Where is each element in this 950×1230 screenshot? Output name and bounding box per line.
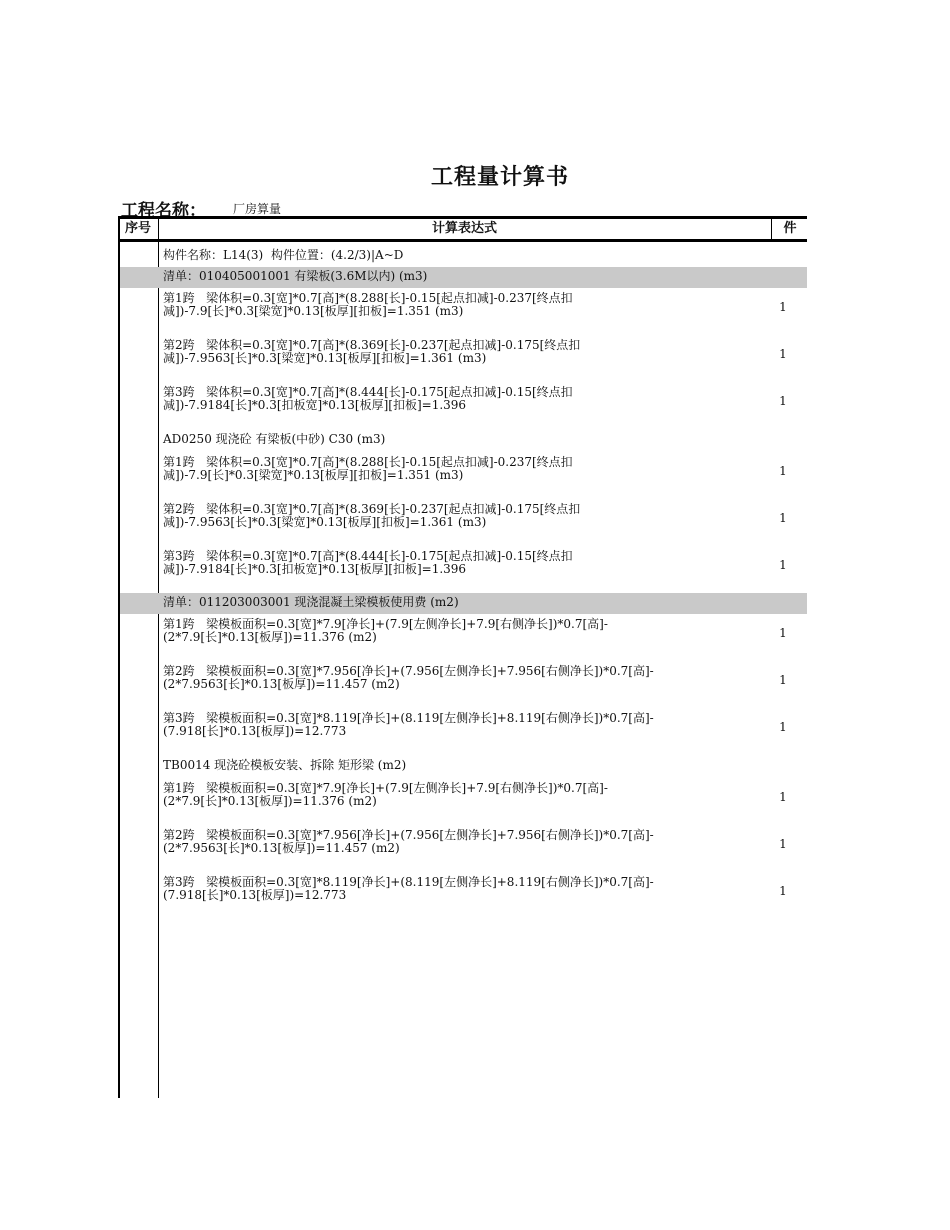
row-count: 1 [779,558,787,572]
table-row [120,593,807,614]
row-count: 1 [779,790,787,804]
table-row [118,499,807,546]
row-expression: 构件名称：L14(3) 构件位置：(4.2/3)|A~D [163,248,404,262]
row-expression: 第1跨 梁体积=0.3[宽]*0.7[高]*(8.288[长]-0.15[起点扣减]-0.237[终点扣 减])-7.9[长]*0.3[梁宽]*0.13[板厚][扣板]=1.351 (m3) [163,455,573,482]
row-count: 1 [779,884,787,898]
row-count: 1 [779,464,787,478]
row-expression: 第3跨 梁体积=0.3[宽]*0.7[高]*(8.444[长]-0.175[起点扣减]-0.15[终点扣 减])-7.9184[长]*0.3[扣板宽]*0.13[板厚][扣板]=1.396 [163,549,573,576]
table-row [118,825,807,872]
table-row [118,245,807,267]
row-expression: 第2跨 梁体积=0.3[宽]*0.7[高]*(8.369[长]-0.237[起点扣减]-0.175[终点扣 减])-7.9563[长]*0.3[梁宽]*0.13[板厚][扣板]=1.361 (m3) [163,502,581,529]
table-row [118,755,807,778]
row-expression: 清单：010405001001 有梁板(3.6M以内) (m3) [163,269,428,283]
table-row [118,546,807,593]
table-row [118,661,807,708]
row-count: 1 [779,837,787,851]
row-expression: AD0250 现浇砼 有梁板(中砂) C30 (m3) [163,432,386,446]
header-count: 件 [771,219,808,239]
row-expression: 第3跨 梁体积=0.3[宽]*0.7[高]*(8.444[长]-0.175[起点扣减]-0.15[终点扣 减])-7.9184[长]*0.3[扣板宽]*0.13[板厚][扣板]=1.396 [163,385,573,412]
row-expression: 第1跨 梁模板面积=0.3[宽]*7.9[净长]+(7.9[左侧净长]+7.9[右侧净长])*0.7[高]- (2*7.9[长]*0.13[板厚])=11.376 (m2) [163,781,608,808]
project-name-value: 厂房算量 [233,202,282,216]
row-count: 1 [779,300,787,314]
row-expression: TB0014 现浇砼模板安装、拆除 矩形梁 (m2) [163,758,407,772]
row-expression: 第2跨 梁模板面积=0.3[宽]*7.956[净长]+(7.956[左侧净长]+7.956[右侧净长])*0.7[高]- (2*7.9563[长]*0.13[板厚])=11.457 (m2) [163,828,654,855]
header-expression: 计算表达式 [431,221,497,236]
document-title: 工程量计算书 [430,165,569,190]
row-expression: 第3跨 梁模板面积=0.3[宽]*8.119[净长]+(8.119[左侧净长]+8.119[右侧净长])*0.7[高]- (7.918[长]*0.13[板厚])=12.773 [163,711,654,738]
row-count: 1 [779,394,787,408]
table-body [118,245,807,919]
table-row [118,452,807,499]
table-row [118,778,807,825]
row-count: 1 [779,720,787,734]
table-row [118,708,807,755]
table-row [118,288,807,335]
calculation-table [118,216,807,1098]
table-row [118,429,807,452]
table-row [118,382,807,429]
row-count: 1 [779,347,787,361]
row-count: 1 [779,626,787,640]
header-seq: 序号 [118,219,159,239]
row-expression: 第2跨 梁体积=0.3[宽]*0.7[高]*(8.369[长]-0.237[起点扣减]-0.175[终点扣 减])-7.9563[长]*0.3[梁宽]*0.13[板厚][扣板]=1.361 (m3) [163,338,581,365]
row-count: 1 [779,673,787,687]
table-header [118,216,807,242]
row-expression: 第2跨 梁模板面积=0.3[宽]*7.956[净长]+(7.956[左侧净长]+7.956[右侧净长])*0.7[高]- (2*7.9563[长]*0.13[板厚])=11.457 (m2) [163,664,654,691]
row-expression: 第1跨 梁模板面积=0.3[宽]*7.9[净长]+(7.9[左侧净长]+7.9[右侧净长])*0.7[高]- (2*7.9[长]*0.13[板厚])=11.376 (m2) [163,617,608,644]
project-name-label: 工程名称： [121,201,206,221]
row-expression: 第1跨 梁体积=0.3[宽]*0.7[高]*(8.288[长]-0.15[起点扣减]-0.237[终点扣 减])-7.9[长]*0.3[梁宽]*0.13[板厚][扣板]=1.351 (m3) [163,291,573,318]
row-count: 1 [779,511,787,525]
table-row [118,872,807,919]
row-expression: 清单：011203003001 现浇混凝土梁模板使用费 (m2) [163,595,459,609]
row-expression: 第3跨 梁模板面积=0.3[宽]*8.119[净长]+(8.119[左侧净长]+8.119[右侧净长])*0.7[高]- (7.918[长]*0.13[板厚])=12.773 [163,875,654,902]
table-row [118,614,807,661]
table-row [120,267,807,288]
table-row [118,335,807,382]
